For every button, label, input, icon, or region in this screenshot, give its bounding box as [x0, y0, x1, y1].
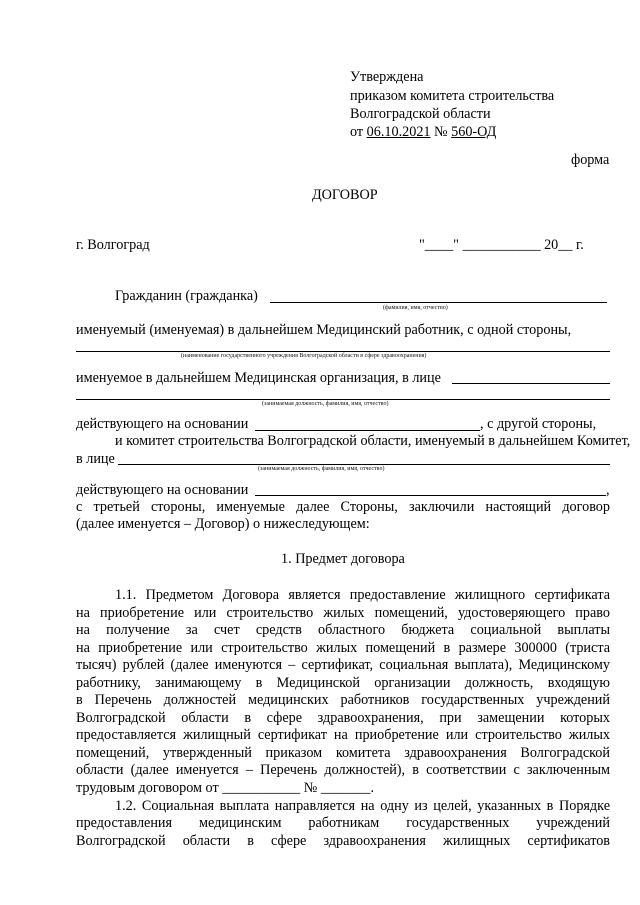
committee-basis-line: [255, 495, 606, 496]
paragraph-last-line: трудовым договором от ___________ № _______.: [76, 780, 375, 796]
org-name-line: [76, 351, 610, 352]
org-basis-line: [255, 430, 480, 431]
org-basis-end: , с другой стороны,: [480, 416, 597, 432]
paragraph-line: помещений, утвержденный приказом комитета здравоохранения Волгоградской: [76, 745, 610, 761]
citizen-name-line: [270, 302, 607, 303]
third-party-line-1: с третьей стороны, именуемые далее Стороны, заключили настоящий договор: [76, 499, 610, 515]
approval-line-1: Утверждена: [350, 69, 424, 85]
approval-line-2: приказом комитета строительства: [350, 88, 555, 104]
org-person-caption: (занимаемая должность, фамилия, имя, отчество): [262, 401, 389, 407]
approval-prefix: от: [350, 124, 364, 140]
paragraph-line: в Перечень должностей медицинских работников государственных учреждений: [76, 692, 610, 708]
org-person-line-a: [452, 383, 610, 384]
org-named-text: именуемое в дальнейшем Медицинская организация, в лице: [76, 370, 441, 386]
paragraph-line: тысяч) рублей (далее именуются – сертификат, социальная выплата), Медицинскому: [76, 657, 610, 673]
approval-line-3: Волгоградской области: [350, 106, 491, 122]
citizen-label: Гражданин (гражданка): [115, 288, 258, 304]
paragraph-line: Волгоградской области в сфере здравоохранения, при замещении которых: [76, 710, 610, 726]
approval-order-line: [350, 124, 496, 141]
approval-number-sign: №: [434, 124, 448, 140]
paragraph-line: на приобретение или строительство жилых помещений в размере 300000 (триста: [76, 640, 610, 656]
paragraph-line: работнику, занимающему в Медицинской организации должность, входящую: [76, 675, 610, 691]
document-title: ДОГОВОР: [312, 187, 378, 203]
org-caption: (наименование государственного учреждения Волгоградской области в сфере здравоохранения): [181, 353, 427, 359]
approval-date: 06.10.2021: [366, 124, 431, 140]
citizen-caption: (фамилия, имя, отчество): [383, 305, 448, 311]
paragraph-line: 1.1. Предметом Договора является предоставление жилищного сертификата: [115, 587, 610, 603]
committee-basis-end: ,: [606, 482, 610, 498]
paragraph-line: предоставления медицинским работникам государственных учреждений: [76, 815, 610, 831]
paragraph-line: Волгоградской области в сфере здравоохранения жилищных сертификатов: [76, 833, 610, 849]
org-basis-label: действующего на основании: [76, 416, 249, 432]
paragraph-line: 1.2. Социальная выплата направляется на одну из целей, указанных в Порядке: [115, 798, 610, 814]
committee-basis-label: действующего на основании: [76, 482, 249, 498]
form-label: форма: [571, 152, 610, 168]
third-party-line-2: (далее именуется – Договор) о нижеследующем:: [76, 516, 370, 532]
approval-number: 560-ОД: [451, 124, 497, 140]
paragraph-line: предоставляется жилищный сертификат на приобретение или строительство жилых: [76, 727, 610, 743]
paragraph-line: области (далее именуется – Перечень должностей), в соответствии с заключенным: [76, 762, 610, 778]
committee-person-label: в лице: [76, 451, 115, 467]
paragraph-line: на приобретение или строительство жилых помещений, удостоверяющего право: [76, 605, 610, 621]
date-blank: "____" ___________ 20__ г.: [419, 237, 584, 253]
paragraph-line: на получение за счет средств областного бюджета социальной выплаты: [76, 622, 610, 638]
section-1-heading: 1. Предмет договора: [281, 551, 405, 567]
org-person-line-b: [76, 399, 610, 400]
committee-caption: (занимаемая должность, фамилия, имя, отчество): [258, 466, 385, 472]
committee-person-line: [118, 464, 610, 465]
city: г. Волгоград: [76, 237, 150, 253]
committee-text: и комитет строительства Волгоградской области, именуемый в дальнейшем Комитет,: [115, 433, 631, 449]
citizen-named-text: именуемый (именуемая) в дальнейшем Медицинский работник, с одной стороны,: [76, 322, 572, 338]
